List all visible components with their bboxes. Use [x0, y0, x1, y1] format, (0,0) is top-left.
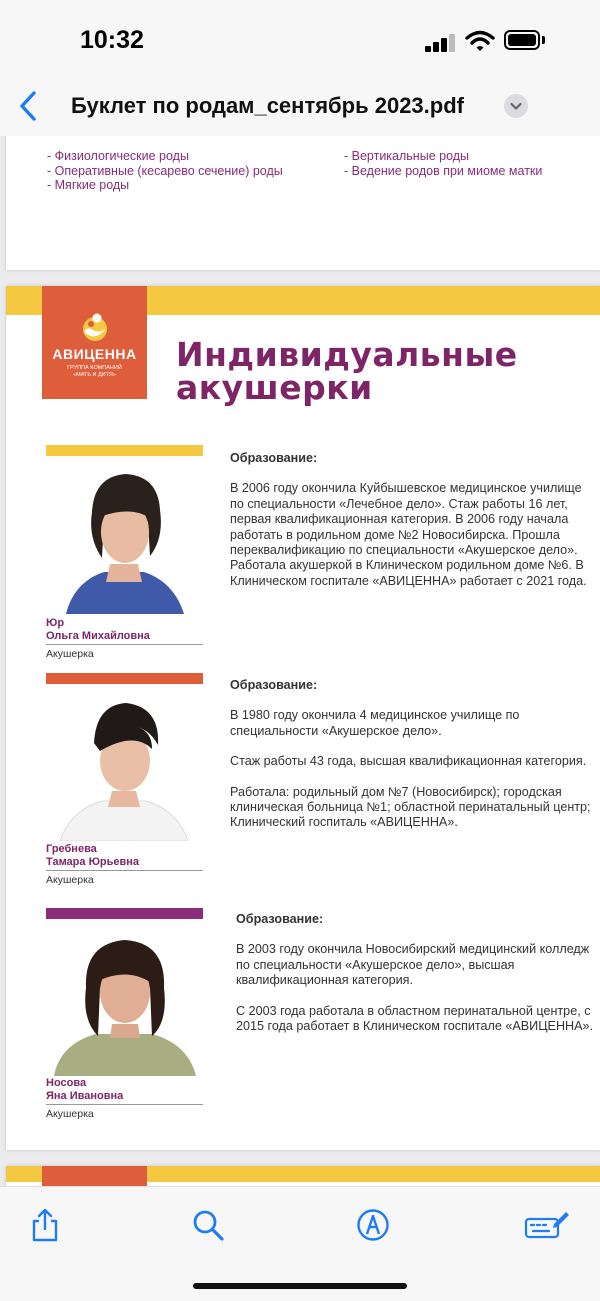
- status-bar: [0, 0, 600, 80]
- battery-icon: [504, 30, 540, 50]
- wifi-icon: [465, 30, 495, 52]
- person-name: Гребнева Тамара Юрьевна: [46, 843, 140, 868]
- cellular-signal-icon: [425, 32, 457, 52]
- keyboard-edit-icon[interactable]: [524, 1207, 570, 1243]
- person-color-stripe: [46, 673, 203, 684]
- share-icon[interactable]: [27, 1207, 63, 1243]
- person-bio: [230, 451, 595, 589]
- logo-subtitle: ГРУППА КОМПАНИЙ «МАТЬ И ДИТЯ»: [67, 365, 122, 378]
- title-menu-button[interactable]: [504, 94, 528, 118]
- pdf-page: [6, 286, 600, 1150]
- person-photo: [46, 926, 203, 1076]
- chevron-down-icon: [504, 94, 528, 118]
- home-indicator: [193, 1283, 407, 1289]
- markup-icon[interactable]: [355, 1207, 391, 1243]
- person-color-stripe: [46, 445, 203, 456]
- logo-box-partial: [42, 1166, 147, 1186]
- pdf-page: [6, 136, 600, 270]
- person-name: Носова Яна Ивановна: [46, 1077, 124, 1102]
- person-role: Акушерка: [46, 874, 94, 886]
- person-photo: [46, 464, 203, 614]
- birth-types-list-left: [47, 149, 283, 193]
- list-item: - Вертикальные роды: [344, 149, 470, 163]
- bio-paragraph: Стаж работы 43 года, высшая квалификационная категория.: [230, 754, 587, 769]
- search-icon[interactable]: [190, 1207, 226, 1243]
- bio-paragraph: Работала: родильный дом №7 (Новосибирск); городская клиническая больница №1; областной перинатальный центр; Клинический госпиталь «АВИЦЕННА».: [230, 784, 591, 830]
- education-label: Образование:: [230, 678, 318, 692]
- education-label: Образование:: [230, 451, 318, 465]
- logo-name: АВИЦЕННА: [52, 346, 137, 362]
- page-heading: Индивидуальные акушерки: [176, 335, 518, 407]
- list-item: - Мягкие роды: [47, 178, 130, 192]
- person-bio: [230, 678, 595, 831]
- bio-paragraph: В 2003 году окончила Новосибирский медицинский колледж по специальности «Акушерское дело», высшая квалификационная категория.: [236, 942, 590, 988]
- navigation-bar: [0, 80, 600, 136]
- person-role: Акушерка: [46, 1108, 94, 1120]
- bio-paragraph: С 2003 года работала в областном перинатальной центре, с 2015 года работает в Клиническом госпитале «АВИЦЕННА».: [236, 1003, 594, 1034]
- status-time: 10:32: [80, 26, 144, 54]
- list-item: - Физиологические роды: [47, 149, 189, 163]
- education-label: Образование:: [236, 912, 324, 926]
- pdf-viewer[interactable]: [0, 136, 600, 1186]
- bottom-toolbar: [0, 1186, 600, 1301]
- mother-child-logo-icon: [78, 312, 112, 344]
- person-color-stripe: [46, 908, 203, 919]
- pdf-page: [6, 1166, 600, 1186]
- avicenna-logo: [42, 286, 147, 399]
- document-title[interactable]: Буклет по родам_сентябрь 2023.pdf: [71, 93, 464, 118]
- list-item: - Ведение родов при миоме матки: [344, 163, 543, 178]
- back-chevron-icon[interactable]: [14, 88, 44, 124]
- bio-paragraph: В 2006 году окончила Куйбышевское медицинское училище по специальности «Лечебное дело». Стаж работы 16 лет, первая квалификационная категория. В 2006 году начала работать в родильном доме №2 Новосибирска. Прошла переквалификацию по специальности «Акушерское дело». Работала акушеркой в Клиническом родильном доме №6. В Клиническом госпитале «АВИЦЕННА» работает с 2021 года.: [230, 481, 587, 588]
- person-photo: [46, 691, 203, 841]
- person-name: Юр Ольга Михайловна: [46, 617, 150, 642]
- birth-types-list-right: [344, 149, 542, 178]
- bio-paragraph: В 1980 году окончила 4 медицинское училище по специальности «Акушерское дело».: [230, 708, 520, 738]
- person-role: Акушерка: [46, 648, 94, 660]
- person-bio: [236, 912, 600, 1034]
- list-item: - Оперативные (кесарево сечение) роды: [47, 163, 283, 178]
